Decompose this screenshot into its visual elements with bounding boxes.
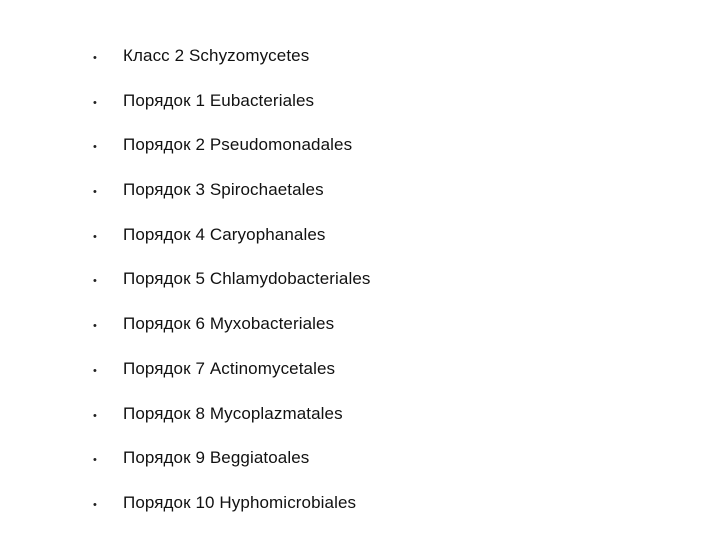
list-item <box>0 392 720 437</box>
list-item <box>0 436 720 481</box>
taxonomy-bullet-list <box>0 34 720 526</box>
bullet-icon: • <box>93 141 97 154</box>
bullet-icon: • <box>93 52 97 64</box>
bullet-icon: • <box>93 498 97 511</box>
list-item <box>0 123 720 168</box>
list-item-label: Порядок 4 Caryophanales <box>123 224 326 244</box>
list-item-label: Порядок 5 Chlamydobacteriales <box>123 269 371 289</box>
bullet-icon: • <box>93 409 97 422</box>
list-item-label: Порядок 1 Eubacteriales <box>123 90 315 110</box>
bullet-icon: • <box>93 96 97 109</box>
list-item <box>0 34 720 79</box>
list-item <box>0 257 720 302</box>
bullet-icon: • <box>93 230 97 243</box>
bullet-icon: • <box>93 454 97 467</box>
list-item <box>0 347 720 392</box>
list-item <box>0 481 720 526</box>
list-item-label: Порядок 9 Beggiatoales <box>123 448 310 468</box>
list-item-label: Класс 2 Schyzomycetes <box>123 46 310 65</box>
list-item-label: Порядок 2 Pseudomonadales <box>123 135 353 155</box>
list-item-label: Порядок 3 Spirochaetales <box>123 180 324 200</box>
list-item-label: Порядок 6 Myxobacteriales <box>123 314 335 334</box>
list-item-label: Порядок 7 Actinomycetales <box>123 358 336 378</box>
list-item-label: Порядок 10 Hyphomicrobiales <box>123 492 357 512</box>
list-item <box>0 79 720 124</box>
bullet-icon: • <box>93 186 97 199</box>
list-item-label: Порядок 8 Mycoplazmatales <box>123 403 343 423</box>
bullet-icon: • <box>93 364 97 377</box>
bullet-icon: • <box>93 320 97 333</box>
list-item <box>0 213 720 258</box>
list-item <box>0 302 720 347</box>
list-item <box>0 168 720 213</box>
bullet-icon: • <box>93 275 97 288</box>
